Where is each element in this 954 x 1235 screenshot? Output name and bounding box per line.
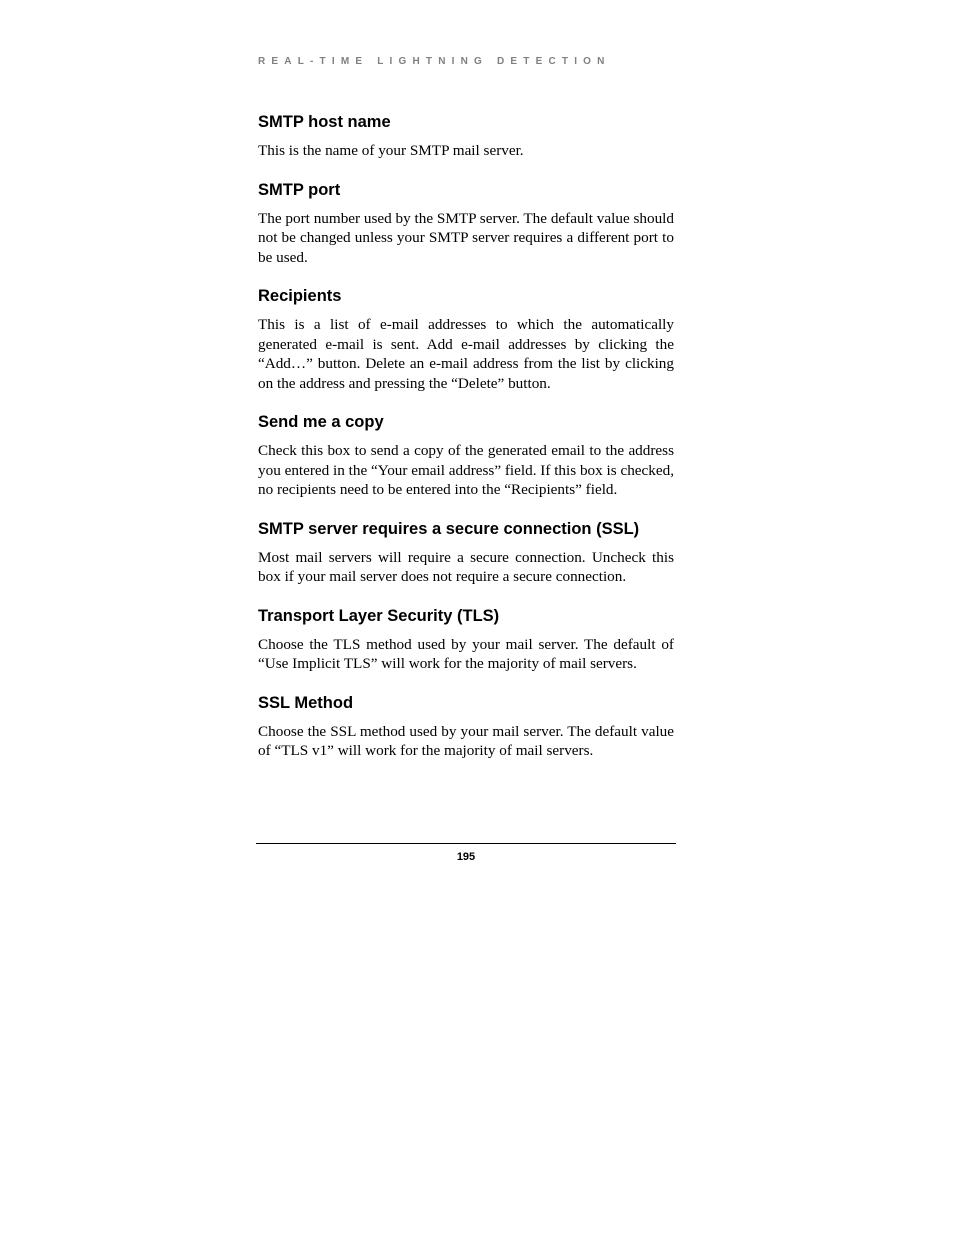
section-body: Most mail servers will require a secure connection. Uncheck this box if your mail server does not require a secure connection.	[258, 548, 674, 585]
section-heading: SMTP port	[258, 180, 341, 199]
running-header: REAL-TIME LIGHTNING DETECTION	[258, 56, 611, 67]
page-content	[258, 112, 674, 761]
section-body: This is a list of e-mail addresses to which the automatically generated e-mail is sent. Add e-mail addresses by clicking the “Add…” button. Delete an e-mail address from the list by clicking on the address and pressing the “Delete” button.	[258, 316, 674, 392]
footer-divider	[256, 843, 676, 844]
section-smtp-ssl	[258, 519, 674, 587]
section-ssl-method	[258, 693, 674, 761]
section-heading: SMTP server requires a secure connection (SSL)	[258, 519, 640, 538]
section-heading: Recipients	[258, 287, 342, 305]
section-tls	[258, 606, 674, 674]
section-body: Check this box to send a copy of the generated email to the address you entered in the “Your email address” field. If this box is checked, no recipients need to be entered into the “Recipients” field.	[258, 442, 674, 498]
section-heading: SSL Method	[258, 693, 354, 712]
section-body: Choose the SSL method used by your mail server. The default value of “TLS v1” will work for the majority of mail servers.	[258, 722, 674, 759]
section-heading: SMTP host name	[258, 113, 391, 131]
section-recipients	[258, 286, 674, 393]
section-send-me-a-copy	[258, 412, 674, 500]
section-body: The port number used by the SMTP server. The default value should not be changed unless your SMTP server requires a different port to be used.	[258, 209, 674, 266]
section-heading: Transport Layer Security (TLS)	[258, 606, 500, 625]
page-number: 195	[456, 851, 476, 863]
section-heading: Send me a copy	[258, 413, 384, 431]
section-body: This is the name of your SMTP mail server.	[258, 142, 524, 159]
section-smtp-host-name	[258, 112, 674, 161]
section-body: Choose the TLS method used by your mail server. The default of “Use Implicit TLS” will work for the majority of mail servers.	[258, 635, 674, 672]
section-smtp-port	[258, 180, 674, 268]
